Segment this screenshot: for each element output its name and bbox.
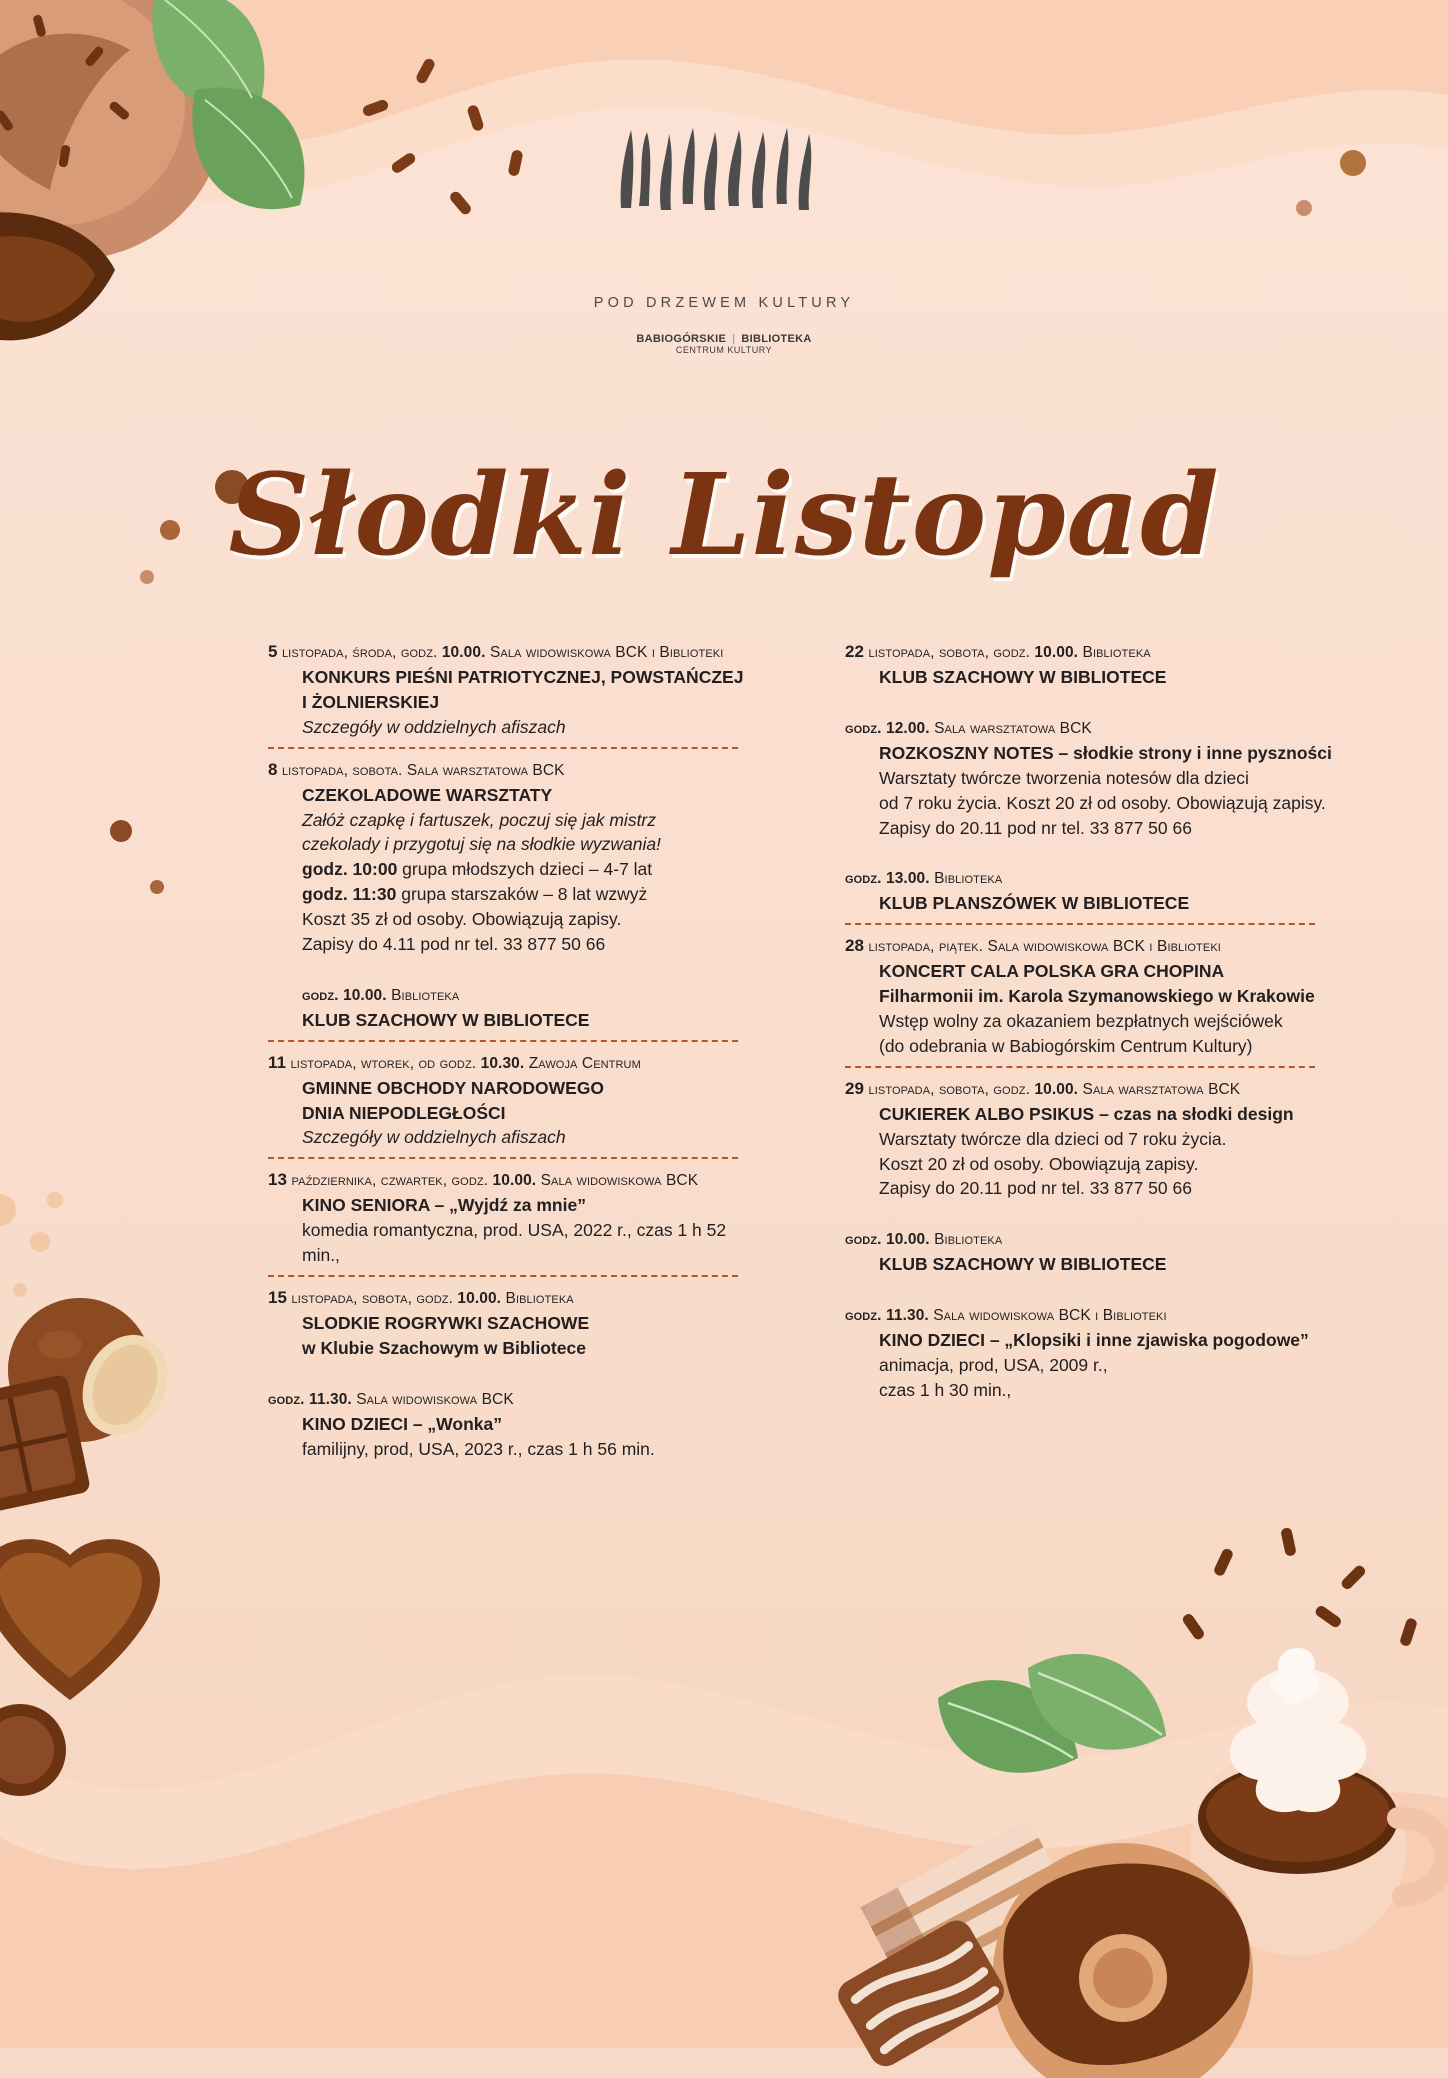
event-body <box>302 665 768 740</box>
event-body <box>879 1252 1345 1277</box>
divider <box>845 923 1315 925</box>
event-header <box>845 1229 1345 1251</box>
event-body <box>879 959 1345 1058</box>
dot-decoration <box>150 880 164 894</box>
event-line: KINO DZIECI – „Wonka” <box>302 1413 502 1434</box>
event-block <box>845 1077 1345 1226</box>
event-line: KLUB SZACHOWY W BIBLIOTECE <box>879 1254 1167 1275</box>
event-header-segment: Sala warsztatowa BCK <box>929 719 1092 737</box>
event-line: Koszt 20 zł od osoby. Obowiązują zapisy. <box>879 1153 1199 1174</box>
event-body <box>302 1076 768 1151</box>
event-body <box>879 1328 1345 1403</box>
spacer <box>268 1361 768 1385</box>
event-header-segment: Sala widowiskowa BCK i Biblioteki <box>987 938 1221 956</box>
event-header <box>845 640 1345 664</box>
organization-logo <box>0 333 1448 355</box>
logo-main-text: BABIOGÓRSKIE <box>636 333 727 345</box>
event-block <box>845 1229 1345 1301</box>
events-column-right <box>845 640 1345 1431</box>
event-line: (do odebrania w Babiogórskim Centrum Kultury) <box>879 1035 1253 1056</box>
event-header-segment: listopada, środa, godz. <box>277 644 442 661</box>
event-body <box>879 1102 1345 1201</box>
event-line: Zapisy do 4.11 pod nr tel. 33 877 50 66 <box>302 933 606 954</box>
page-title: Słodki Listopad <box>228 450 1220 582</box>
event-line: familijny, prod, USA, 2023 r., czas 1 h 56 min. <box>302 1438 655 1459</box>
divider <box>268 1157 738 1159</box>
event-header-segment: Sala widowiskowa BCK i Biblioteki <box>485 644 724 661</box>
event-block <box>845 640 1345 714</box>
event-header-segment: listopada, piątek. <box>864 938 988 956</box>
event-body <box>302 1311 768 1361</box>
spacer <box>845 1201 1345 1225</box>
event-header-segment: godz. 11.30. <box>845 1307 929 1325</box>
chocolate-pieces-decoration <box>0 1180 290 1820</box>
event-header-segment: listopada, sobota. <box>277 761 407 779</box>
event-header-segment: 15 <box>268 1287 288 1307</box>
event-header-segment: listopada, wtorek, od godz. <box>286 1054 481 1072</box>
dot-decoration <box>1340 150 1366 176</box>
event-header-segment: października, czwartek, godz. <box>287 1172 493 1190</box>
event-header <box>268 758 768 782</box>
event-header-segment: godz. 10.00. <box>302 986 387 1004</box>
chocolate-cookie-decoration <box>0 0 360 390</box>
event-line: Warsztaty twórcze tworzenia notesów dla dzieci <box>879 767 1249 788</box>
event-line: Szczegóły w oddzielnych afiszach <box>302 716 566 737</box>
event-block <box>268 1051 768 1160</box>
spacer <box>845 1277 1345 1301</box>
event-line: CZEKOLADOWE WARSZTATY <box>302 784 553 805</box>
divider <box>268 1040 738 1042</box>
event-header <box>268 1051 768 1075</box>
event-header <box>268 1168 768 1192</box>
spacer <box>268 957 768 981</box>
event-line: KLUB SZACHOWY W BIBLIOTECE <box>879 667 1167 688</box>
event-header-segment: godz. 12.00. <box>845 719 930 737</box>
event-line <box>302 882 768 907</box>
logo-subtitle: CENTRUM KULTURY <box>675 345 773 355</box>
event-line <box>302 857 768 882</box>
event-header-segment: 8 <box>268 759 278 779</box>
event-header-segment: 5 <box>268 642 278 661</box>
event-header <box>302 985 768 1007</box>
event-header-segment: Biblioteka <box>386 986 460 1004</box>
event-line: komedia romantyczna, prod. USA, 2022 r., czas 1 h 52 min., <box>302 1220 727 1265</box>
event-header-segment: listopada, sobota, godz. <box>287 1289 458 1307</box>
event-header-segment: Sala widowiskowa BCK <box>351 1390 514 1408</box>
event-line: DNIA NIEPODLEGŁOŚCI <box>302 1102 506 1123</box>
event-header-segment: Biblioteka <box>929 870 1003 888</box>
event-body <box>302 1412 768 1462</box>
event-line: Szczegóły w oddzielnych afiszach <box>302 1127 566 1148</box>
event-header-segment: Sala warsztatowa BCK <box>1078 1080 1241 1098</box>
event-block <box>268 1389 768 1486</box>
event-line: Zapisy do 20.11 pod nr tel. 33 877 50 66 <box>879 817 1192 838</box>
event-header-segment: Biblioteka <box>501 1289 574 1307</box>
event-header-segment: Sala widowiskowa BCK i Biblioteki <box>928 1307 1167 1325</box>
event-line: KLUB SZACHOWY W BIBLIOTECE <box>302 1009 590 1030</box>
event-line: KONKURS PIEŚNI PATRIOTYCZNEJ, POWSTAŃCZEJ <box>302 667 744 688</box>
event-line: czekolady i przygotuj się na słodkie wyzwania! <box>302 834 661 855</box>
event-line: KONCERT CALA POLSKA GRA CHOPINA <box>879 961 1225 982</box>
event-line: KINO DZIECI – „Klopsiki i inne zjawiska pogodowe” <box>879 1330 1309 1351</box>
event-block <box>268 1168 768 1277</box>
event-line-rest: grupa starszaków – 8 lat wzwyż <box>396 884 648 905</box>
event-block <box>268 1286 768 1385</box>
event-line: Warsztaty twórcze dla dzieci od 7 roku życia. <box>879 1128 1227 1149</box>
event-block <box>845 934 1345 1068</box>
event-header <box>268 1389 768 1411</box>
event-line: ROZKOSZNY NOTES – słodkie strony i inne pyszności <box>879 742 1332 763</box>
dot-decoration <box>110 820 132 842</box>
event-header-segment: Zawoja Centrum <box>524 1054 641 1072</box>
event-header-segment: 10.00. <box>1034 644 1079 661</box>
event-header-segment: Sala widowiskowa BCK <box>536 1172 699 1190</box>
event-header-segment: godz. 11.30. <box>268 1390 352 1408</box>
spacer <box>845 1403 1345 1427</box>
event-line: CUKIEREK ALBO PSIKUS – czas na słodki design <box>879 1103 1294 1124</box>
event-header <box>845 1305 1345 1327</box>
divider <box>268 747 738 749</box>
divider <box>845 1066 1315 1068</box>
event-line: I ŻOLNIERSKIEJ <box>302 691 440 712</box>
event-header-segment: 10.00. <box>1034 1080 1079 1098</box>
logo-second-text: BIBLIOTEKA <box>741 333 812 345</box>
event-header-segment: godz. 13.00. <box>845 870 930 888</box>
event-header-segment: 22 <box>845 642 865 661</box>
event-header-segment: Sala warsztatowa BCK <box>406 761 565 779</box>
event-header-segment: godz. 10.00. <box>845 1231 930 1249</box>
event-line-time: godz. 11:30 <box>302 884 397 905</box>
spacer <box>845 840 1345 864</box>
desserts-decoration <box>738 1518 1448 2078</box>
event-body <box>879 665 1345 690</box>
event-line: animacja, prod, USA, 2009 r., <box>879 1354 1108 1375</box>
events-column-left <box>268 640 768 1489</box>
event-block <box>845 718 1345 864</box>
event-line: Wstęp wolny za okazaniem bezpłatnych wejściówek <box>879 1011 1283 1031</box>
event-line: KINO SENIORA – „Wyjdź za mnie” <box>302 1195 586 1216</box>
event-header-segment: 11 <box>268 1052 287 1072</box>
event-block <box>268 985 768 1042</box>
event-body <box>302 783 768 957</box>
event-line: Zapisy do 20.11 pod nr tel. 33 877 50 66 <box>879 1178 1192 1199</box>
event-block <box>268 640 768 749</box>
event-body <box>302 1193 768 1268</box>
spacer <box>268 1461 768 1485</box>
event-line: od 7 roku życia. Koszt 20 zł od osoby. Obowiązują zapisy. <box>879 792 1326 813</box>
event-header <box>268 640 768 664</box>
event-line-rest: grupa młodszych dzieci – 4-7 lat <box>397 859 653 880</box>
divider <box>268 1275 738 1277</box>
spacer <box>845 690 1345 714</box>
event-header-segment: 28 <box>845 936 865 956</box>
event-block <box>268 758 768 981</box>
event-line: w Klubie Szachowym w Bibliotece <box>302 1337 586 1358</box>
event-header <box>845 1077 1345 1101</box>
event-line: Filharmonii im. Karola Szymanowskiego w Krakowie <box>879 986 1315 1007</box>
event-header-segment: 10.00. <box>492 1172 537 1190</box>
dot-decoration <box>1296 200 1312 216</box>
event-header-segment: Biblioteka <box>1078 644 1151 661</box>
event-body <box>879 741 1345 840</box>
event-line-time: godz. 10:00 <box>302 859 398 880</box>
event-header-segment: 10.00. <box>441 644 486 661</box>
event-header-segment: 29 <box>845 1078 865 1098</box>
event-header-segment: Biblioteka <box>929 1231 1003 1249</box>
event-line: Załóż czapkę i fartuszek, poczuj się jak mistrz <box>302 809 657 830</box>
event-header-segment: 10.30. <box>480 1054 525 1072</box>
event-line: czas 1 h 30 min., <box>879 1379 1012 1400</box>
event-header-segment: 10.00. <box>457 1289 502 1307</box>
event-header-segment: 13 <box>268 1170 288 1190</box>
event-header <box>845 868 1345 890</box>
event-header <box>268 1286 768 1310</box>
tagline: POD DRZEWEM KULTURY <box>593 295 855 311</box>
event-block <box>845 1305 1345 1427</box>
event-line: SLODKIE ROGRYWKI SZACHOWE <box>302 1312 590 1333</box>
tree-logo-icon <box>609 120 839 215</box>
event-header <box>845 718 1345 740</box>
event-header-segment: listopada, sobota, godz. <box>864 644 1035 661</box>
event-header <box>845 934 1345 958</box>
event-line: GMINNE OBCHODY NARODOWEGO <box>302 1077 605 1098</box>
event-body <box>302 1008 768 1033</box>
event-header-segment: listopada, sobota, godz. <box>864 1080 1035 1098</box>
event-body <box>879 891 1345 916</box>
logo-separator: | <box>732 333 736 345</box>
event-block <box>845 868 1345 925</box>
event-line: KLUB PLANSZÓWEK W BIBLIOTECE <box>879 893 1190 914</box>
event-line: Koszt 35 zł od osoby. Obowiązują zapisy. <box>302 909 622 929</box>
